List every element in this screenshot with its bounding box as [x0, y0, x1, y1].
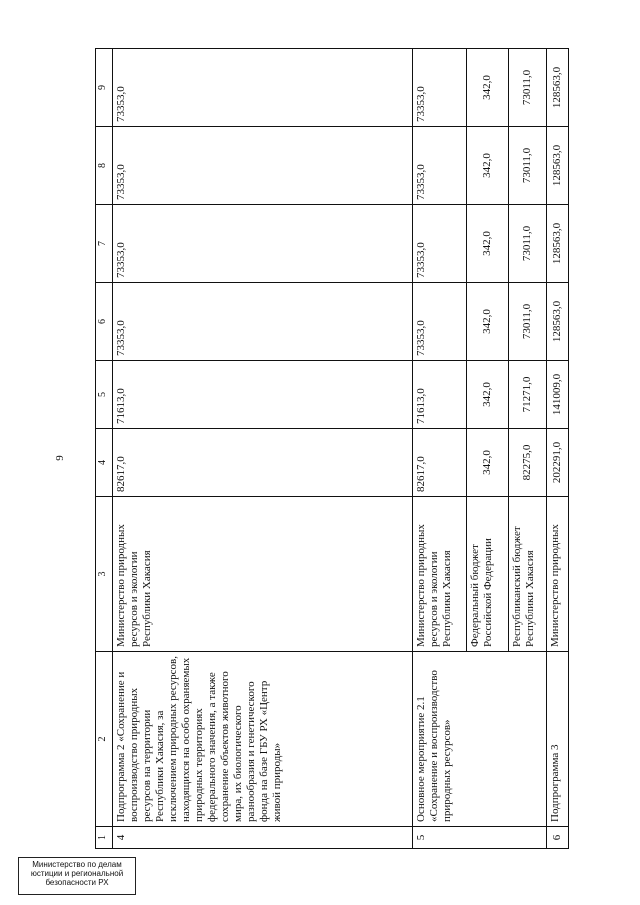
value-cell: 82275,0	[509, 429, 547, 497]
value-cell: 73353,0	[413, 127, 467, 205]
value-cell: 128563,0	[547, 49, 569, 127]
header-cell: 9	[96, 49, 113, 127]
program-name: Подпрограмма 2 «Сохранение и воспроизводство природных ресурсов на территории Республики Хакасия, за исключением природных ресурсов, находящихся на особо охраняемых природных территориях федерального значения, а также сохранение объектов животного мира, их биологического разнообразия и генетического фонда на базе ГБУ РХ «Центр живой природы»	[113, 652, 413, 827]
value-cell: 73353,0	[113, 49, 413, 127]
stamp-line: Министерство по делам	[32, 860, 122, 869]
budget-table-container	[95, 49, 610, 849]
funding-source: Республиканский бюджет Республики Хакасия	[509, 497, 547, 652]
stamp-line: юстиции и региональной	[30, 869, 124, 879]
header-cell: 3	[96, 497, 113, 652]
funding-source: Федеральный бюджет Российской Федерации	[467, 497, 509, 652]
funding-source: Министерство природных ресурсов и экологии Республики Хакасия	[113, 497, 413, 652]
row-number: 5	[413, 827, 547, 849]
page-number: 9	[53, 455, 66, 461]
value-cell: 342,0	[467, 429, 509, 497]
value-cell: 128563,0	[547, 283, 569, 361]
table-header-row	[96, 49, 113, 849]
value-cell: 82617,0	[413, 429, 467, 497]
table-row	[113, 49, 413, 849]
program-name: Подпрограмма 3	[547, 652, 569, 827]
funding-source: Министерство природных	[547, 497, 569, 652]
header-cell: 6	[96, 283, 113, 361]
value-cell: 82617,0	[113, 429, 413, 497]
header-cell: 8	[96, 127, 113, 205]
registration-stamp	[18, 857, 136, 895]
value-cell: 342,0	[467, 283, 509, 361]
header-cell: 4	[96, 429, 113, 497]
value-cell: 73353,0	[413, 205, 467, 283]
value-cell: 73353,0	[113, 205, 413, 283]
program-name: Основное мероприятие 2.1 «Сохранение и воспроизводство природных ресурсов»	[413, 652, 547, 827]
value-cell: 73353,0	[413, 49, 467, 127]
value-cell: 342,0	[467, 49, 509, 127]
value-cell: 71613,0	[113, 361, 413, 429]
header-cell: 7	[96, 205, 113, 283]
value-cell: 73353,0	[113, 127, 413, 205]
value-cell: 141009,0	[547, 361, 569, 429]
header-cell: 2	[96, 652, 113, 827]
value-cell: 71271,0	[509, 361, 547, 429]
value-cell: 342,0	[467, 127, 509, 205]
value-cell: 342,0	[467, 205, 509, 283]
row-number: 4	[113, 827, 413, 849]
table-row	[413, 49, 467, 849]
value-cell: 71613,0	[413, 361, 467, 429]
header-cell: 5	[96, 361, 113, 429]
table-row	[547, 49, 569, 849]
value-cell: 128563,0	[547, 127, 569, 205]
header-cell: 1	[96, 827, 113, 849]
value-cell: 202291,0	[547, 429, 569, 497]
value-cell: 342,0	[467, 361, 509, 429]
value-cell: 73353,0	[413, 283, 467, 361]
value-cell: 128563,0	[547, 205, 569, 283]
value-cell: 73011,0	[509, 205, 547, 283]
funding-source: Министерство природных ресурсов и экологии Республики Хакасия	[413, 497, 467, 652]
value-cell: 73011,0	[509, 127, 547, 205]
value-cell: 73011,0	[509, 283, 547, 361]
row-number: 6	[547, 827, 569, 849]
stamp-line: безопасности РХ	[45, 878, 109, 888]
value-cell: 73011,0	[509, 49, 547, 127]
budget-table	[95, 48, 569, 849]
value-cell: 73353,0	[113, 283, 413, 361]
